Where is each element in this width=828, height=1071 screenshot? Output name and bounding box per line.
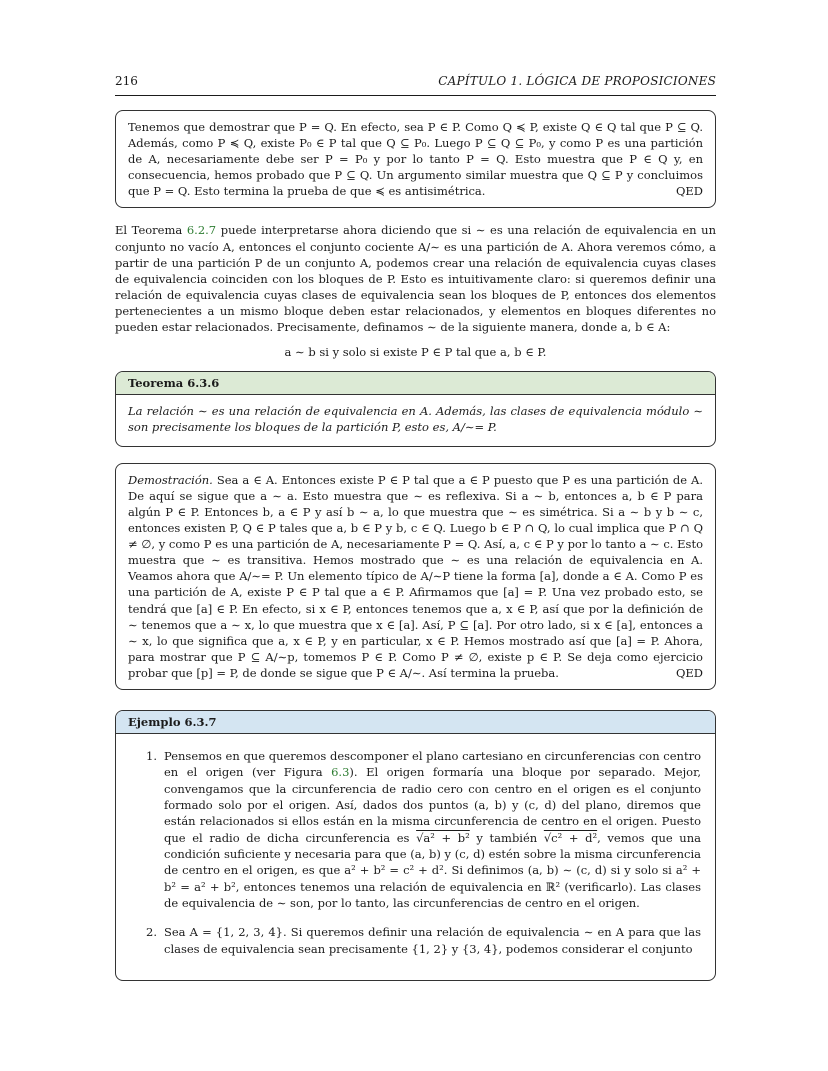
example-title: Ejemplo 6.3.7 xyxy=(116,711,715,734)
intro-text-after-ref: puede interpretarse ahora diciendo que si ∼ es una relación de equivalencia en un conjunto no vacío A, entonces el conjunto cociente A/∼ es una partición de A. Ahora veremos cómo, a partir de una partición P de un conjunto A, podemos crear una relación de equivalencia cuyas clases de equivalencia coinciden con los bloques de P. Esto es intuitivamente claro: si queremos definir una relación de equivalencia cuyas clases de equivalencia sean los bloques de P, entonces dos elementos pertenecientes a un mismo bloque deben estar relacionados, y elementos en bloques diferentes no pueden estar relacionados. Precisamente, definamos ∼ de la siguiente manera, donde a, b ∈ A: xyxy=(115,223,716,335)
proof-text: Sea a ∈ A. Entonces existe P ∈ P tal que a ∈ P puesto que P es una partición de A. De aquí se sigue que a ∼ a. Esto muestra que ∼ es reflexiva. Si a ∼ b, entonces a, b ∈ P para algún P ∈ P. Entonces b, a ∈ P y así b ∼ a, lo que muestra que ∼ es simétrica. Si a ∼ b y b ∼ c, entonces existen P, Q ∈ P tales que a, b ∈ P y b, c ∈ Q. Luego b ∈ P ∩ Q, lo cual implica que P ∩ Q ≠ ∅, y como P es una partición de A, necesariamente P = Q. Así, a, c ∈ P y por lo tanto a ∼ c. Esto muestra que ∼ es transitiva. Hemos mostrado que ∼ es una relación de equivalencia en A. Veamos ahora que A/∼= P. Un elemento típico de A/∼P tiene la forma [a], donde a ∈ A. Como P es una partición de A, existe P ∈ P tal que a ∈ P. Afirmamos que [a] = P. Una vez probado esto, se tendrá que [a] ∈ P. En efecto, si x ∈ P, entonces tenemos que a, x ∈ P, así que por la definición de ∼ tenemos que a ∼ x, lo que muestra que x ∈ [a]. Así, P ⊆ [a]. Por otro lado, si x ∈ [a], entonces a ∼ x, lo que significa que a, x ∈ P, y en particular, x ∈ P. Hemos mostrado así que [a] = P. Ahora, para mostrar que P ⊆ A/∼p, tomemos P ∈ P. Como P ≠ ∅, existe p ∈ P. Se deja como ejercicio probar que [p] = P, de donde se sigue que P ∈ A/∼. Así termina la prueba. xyxy=(128,472,703,680)
qed-label: QED xyxy=(675,665,703,680)
proof-continuation-text: Tenemos que demostrar que P = Q. En efecto, sea P ∈ P. Como Q ≼ P, existe Q ∈ Q tal que P ⊆ Q. Además, como P ≼ Q, existe P₀ ∈ P tal que Q ⊆ P₀. Luego P ⊆ Q ⊆ P₀, y como P es una partición de A, necesariamente debe ser P = P₀ y por lo tanto P = Q. Esto muestra que P ∈ Q y, en consecuencia, hemos probado que P ⊆ Q. Un argumento similar muestra que Q ⊆ P y concluimos que P = Q. Esto termina la prueba de que ≼ es antisimétrica. xyxy=(128,120,703,199)
intro-paragraph xyxy=(115,222,716,335)
item1-seg2: ). El origen formaría una bloque por separado. Mejor, convengamos que la circunferencia de radio cero con centro en el origen es el conjunto formado solo por el origen. Así, dados dos puntos (a, b) y (c, d) del plano, diremos que están relacionados si ellos están en la misma circunferencia de centro en el origen. Puesto que el radio de dicha circunferencia es xyxy=(164,765,701,845)
sqrt-expression-2: √c² + d² xyxy=(543,830,598,845)
item-text xyxy=(164,748,701,911)
item1-seg4: , vemos que una condición suficiente y necesaria para que (a, b) y (c, d) estén sobre la misma circunferencia de centro en el origen, es que a² + b² = c² + d². Si definimos (a, b) ∼ (c, d) si y solo si a² + b² = a² + b², entonces tenemos una relación de equivalencia en ℝ² (verificarlo). Las clases de equivalencia de ∼ son, por lo tanto, las circunferencias de centro en el origen. xyxy=(164,830,701,910)
item2-text: Sea A = {1, 2, 3, 4}. Si queremos definir una relación de equivalencia ∼ en A para que las clases de equivalencia sean precisamente {1, 2} y {3, 4}, podemos considerar el conjunto xyxy=(164,925,701,956)
example-item-1 xyxy=(130,748,701,911)
chapter-title: CAPÍTULO 1. LÓGICA DE PROPOSICIONES xyxy=(438,74,716,88)
item-text xyxy=(164,924,701,957)
sqrt-expression-1: √a² + b² xyxy=(416,830,470,845)
figure-ref-link[interactable]: 6.3 xyxy=(331,765,350,780)
proof-paragraph xyxy=(128,472,703,681)
theorem-title: Teorema 6.3.6 xyxy=(116,372,715,395)
item1-seg3: y también xyxy=(469,830,544,845)
item-number: 1. xyxy=(146,749,157,763)
item-number: 2. xyxy=(146,925,157,940)
example-item-2 xyxy=(130,924,701,957)
textbook-page xyxy=(115,74,716,981)
page-header xyxy=(115,74,716,96)
display-equation: a ∼ b si y solo si existe P ∈ P tal que a, b ∈ P. xyxy=(284,345,547,360)
theorem-ref-link[interactable]: 6.2.7 xyxy=(186,223,217,238)
theorem-statement: La relación ∼ es una relación de equivalencia en A. Además, las clases de equivalencia módulo ∼ son precisamente los bloques de la partición P, esto es, A/∼= P. xyxy=(128,404,703,435)
item1-seg1: Pensemos en que queremos descomponer el plano cartesiano en circunferencias con centro en el origen (ver Figura xyxy=(164,749,701,780)
qed-label: QED xyxy=(675,184,703,199)
example-body xyxy=(116,734,715,980)
proof-continuation-paragraph xyxy=(128,119,703,199)
example-box xyxy=(115,710,716,981)
proof-lead: Demostración. xyxy=(128,472,213,487)
theorem-box xyxy=(115,371,716,447)
proof-box xyxy=(115,463,716,690)
proof-continuation-box xyxy=(115,110,716,208)
page-number: 216 xyxy=(115,74,138,88)
intro-text-before-ref: El Teorema xyxy=(115,223,187,238)
